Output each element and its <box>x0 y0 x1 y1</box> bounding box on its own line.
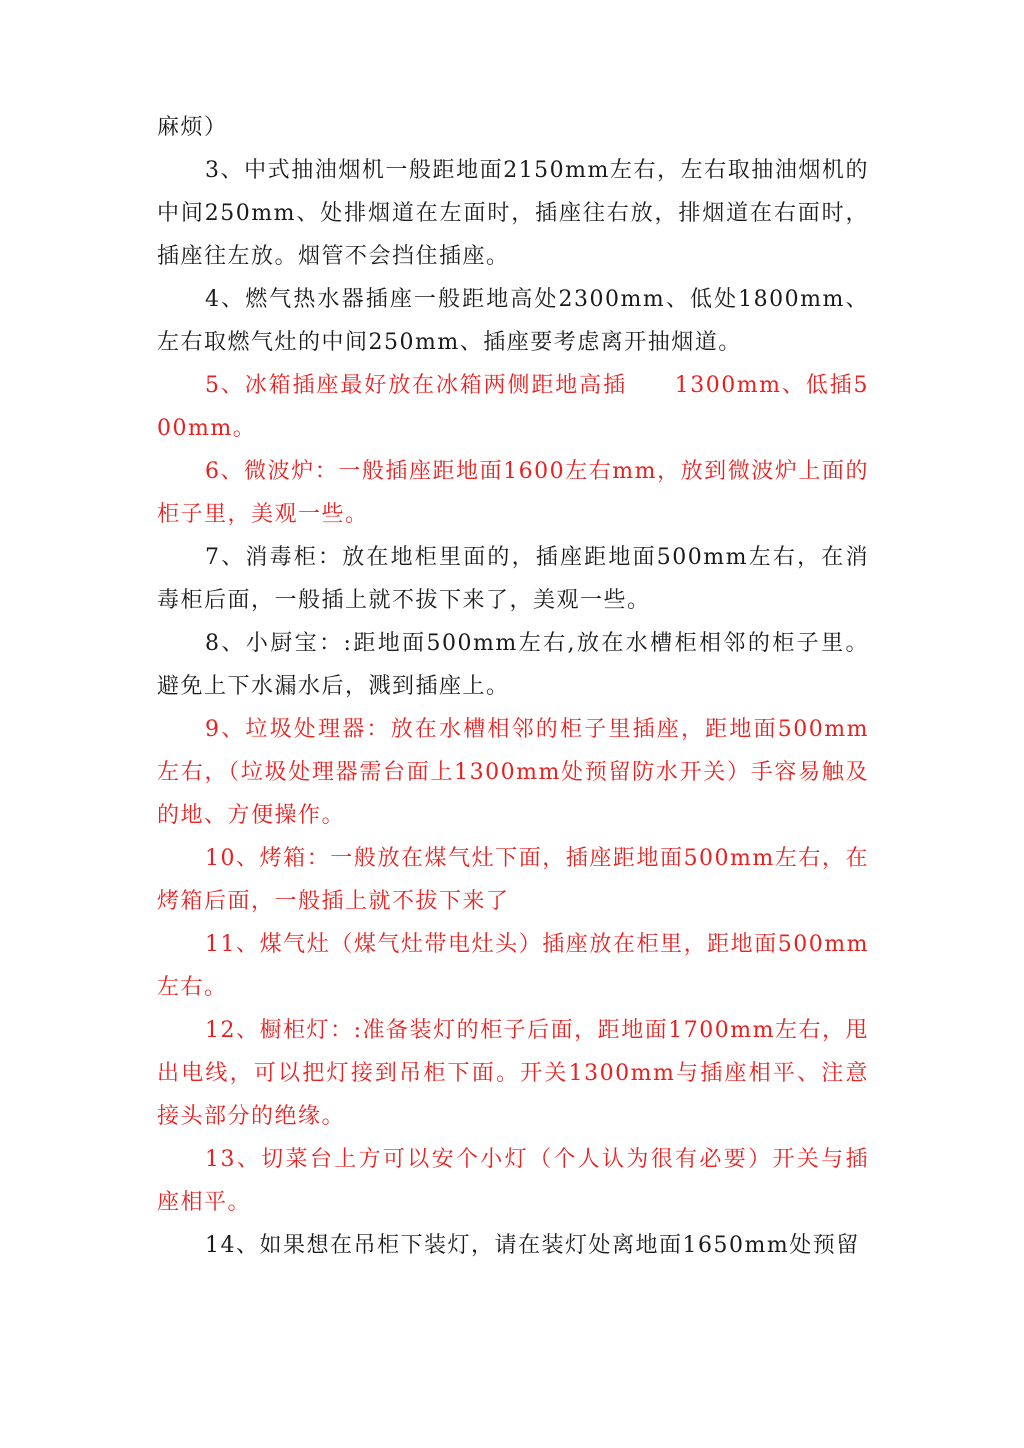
paragraph-gas-stove: 11、煤气灶（煤气灶带电灶头）插座放在柜里，距地面500mm左右。 <box>157 932 869 1000</box>
paragraph-gas-water-heater: 4、燃气热水器插座一般距地高处2300mm、低处1800mm、左右取燃气灶的中间250mm、插座要考虑离开抽烟道。 <box>157 287 869 355</box>
paragraph-disinfection-cabinet: 7、消毒柜：放在地柜里面的，插座距地面500mm左右，在消毒柜后面，一般插上就不拔下来了，美观一些。 <box>157 545 869 613</box>
paragraph-wall-cabinet-light: 14、如果想在吊柜下装灯，请在装灯处离地面1650mm处预留 <box>205 1233 860 1258</box>
paragraph-oven: 10、烤箱：一般放在煤气灶下面，插座距地面500mm左右，在烤箱后面，一般插上就不拔下来了 <box>157 846 869 914</box>
paragraph-refrigerator: 5、冰箱插座最好放在冰箱两侧距地高插 1300mm、低插500mm。 <box>157 373 869 441</box>
paragraph-cabinet-light: 12、橱柜灯：:准备装灯的柜子后面，距地面1700mm左右，甩出电线，可以把灯接到吊柜下面。开关1300mm与插座相平、注意接头部分的绝缘。 <box>157 1018 869 1129</box>
document-body <box>157 106 869 1267</box>
paragraph-range-hood: 3、中式抽油烟机一般距地面2150mm左右，左右取抽油烟机的中间250mm、处排烟道在左面时，插座往右放，排烟道在右面时，插座往左放。烟管不会挡住插座。 <box>157 158 869 269</box>
paragraph-water-heater: 8、小厨宝：:距地面500mm左右,放在水槽柜相邻的柜子里。避免上下水漏水后，溅到插座上。 <box>157 631 869 699</box>
paragraph-microwave: 6、微波炉：一般插座距地面1600左右mm，放到微波炉上面的柜子里，美观一些。 <box>157 459 869 527</box>
paragraph-garbage-disposer: 9、垃圾处理器：放在水槽相邻的柜子里插座，距地面500mm左右，（垃圾处理器需台面上1300mm处预留防水开关）手容易触及的地、方便操作。 <box>157 717 869 828</box>
paragraph-continuation: 麻烦） <box>157 115 228 140</box>
paragraph-cutting-board-light: 13、切菜台上方可以安个小灯（个人认为很有必要）开关与插座相平。 <box>157 1147 869 1215</box>
